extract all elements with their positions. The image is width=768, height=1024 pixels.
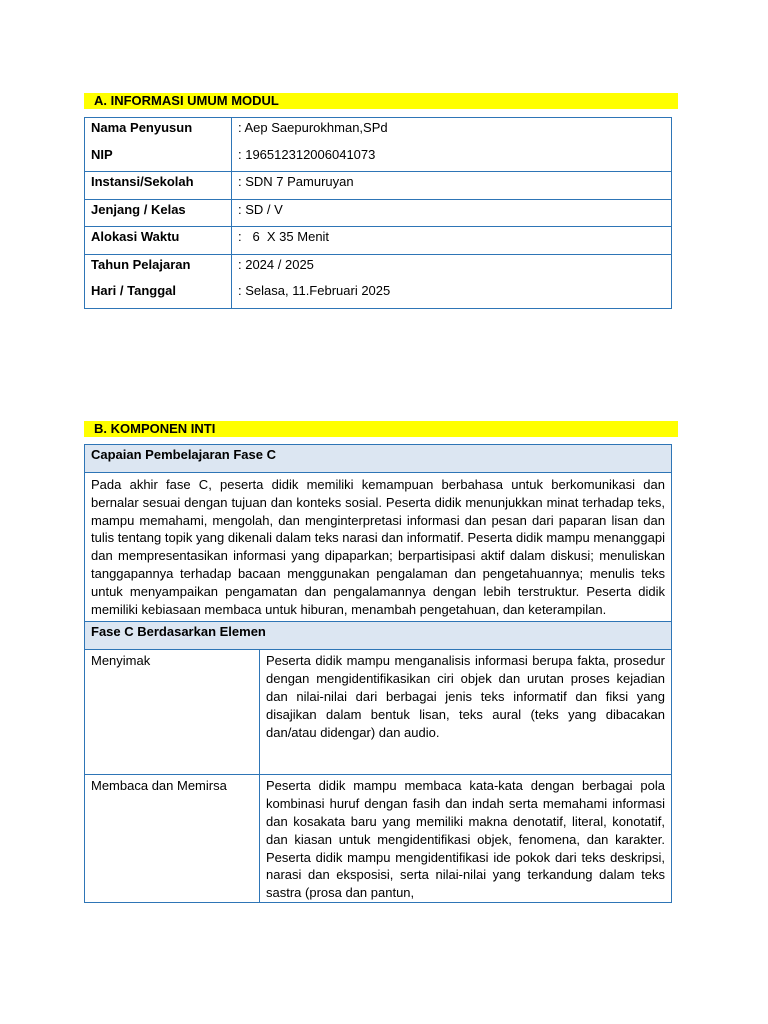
section-b-heading: B. KOMPONEN INTI <box>84 421 678 437</box>
elemen-desc-menyimak: Peserta didik mampu menganalisis informasi berupa fakta, prosedur dengan mengidentifikasikan ciri objek dan urutan proses kejadian dan nilai-nilai dari berbagai jenis teks informatif dan fiksi yang disajikan dalam bentuk lisan, teks aural (teks yang dibacakan dan/atau didengar) dan audio. <box>260 650 672 775</box>
value-hari: : Selasa, 11.Februari 2025 <box>238 283 391 298</box>
table-row <box>85 775 672 903</box>
info-value-cell <box>232 118 672 172</box>
table-row <box>85 199 672 227</box>
info-label-cell <box>85 254 232 308</box>
capaian-title: Capaian Pembelajaran Fase C <box>85 445 672 473</box>
value-nama-penyusun: : Aep Saepurokhman,SPd <box>238 120 388 135</box>
label-tahun: Tahun Pelajaran <box>91 256 191 272</box>
label-hari: Hari / Tanggal <box>91 283 176 298</box>
capaian-text: Pada akhir fase C, peserta didik memiliki kemampuan berbahasa untuk berkomunikasi dan bernalar sesuai dengan tujuan dan konteks sosial. Peserta didik menunjukkan minat terhadap teks, mampu memahami, mengolah, dan menginterpretasi informasi dan pesan dari paparan lisan dan tulis tentang topik yang dikenali dalam teks narasi dan informatif. Peserta didik mampu menanggapi dan mempresentasikan informasi yang dipaparkan; berpartisipasi aktif dalam diskusi; menuliskan tanggapannya terhadap bacaan menggunakan pengalaman dan pengetahuannya; menulis teks untuk menyampaikan pengamatan dan pengalamannya dengan lebih terstruktur. Peserta didik memiliki kebiasaan membaca untuk hiburan, menambah pengetahuan, dan keterampilan. <box>85 473 672 622</box>
table-row <box>85 172 672 200</box>
table-row <box>85 473 672 622</box>
value-tahun: : 2024 / 2025 <box>238 256 314 272</box>
module-info-table <box>84 117 672 309</box>
value-alokasi: : 6 X 35 Menit <box>238 229 330 244</box>
elemen-title: Fase C Berdasarkan Elemen <box>85 622 672 650</box>
label-jenjang: Jenjang / Kelas <box>91 201 186 217</box>
label-nip: NIP <box>91 146 113 162</box>
info-label-cell <box>85 199 232 227</box>
table-row <box>85 227 672 255</box>
info-label-cell <box>85 172 232 200</box>
info-label-cell <box>85 118 232 172</box>
label-instansi: Instansi/Sekolah <box>91 174 194 189</box>
info-value-cell <box>232 227 672 255</box>
value-instansi: : SDN 7 Pamuruyan <box>238 174 354 189</box>
elemen-name-menyimak: Menyimak <box>85 650 260 775</box>
label-alokasi: Alokasi Waktu <box>91 229 180 244</box>
info-value-cell <box>232 199 672 227</box>
table-row <box>85 622 672 650</box>
info-value-cell <box>232 254 672 308</box>
info-label-cell <box>85 227 232 255</box>
core-component-table <box>84 444 672 903</box>
table-row <box>85 254 672 308</box>
elemen-desc-membaca: Peserta didik mampu membaca kata-kata dengan berbagai pola kombinasi huruf dengan fasih dan indah serta memahami informasi dan kosakata baru yang memiliki makna denotatif, literal, konotatif, dan kiasan untuk mengidentifikasi objek, fenomena, dan karakter. Peserta didik mampu mengidentifikasi ide pokok dari teks deskripsi, narasi dan eksposisi, serta nilai-nilai yang terkandung dalam teks sastra (prosa dan pantun, <box>260 775 672 903</box>
value-jenjang: : SD / V <box>238 201 283 217</box>
table-row <box>85 118 672 172</box>
elemen-name-membaca: Membaca dan Memirsa <box>85 775 260 903</box>
table-row <box>85 650 672 775</box>
table-row <box>85 445 672 473</box>
label-nama-penyusun: Nama Penyusun <box>91 120 193 135</box>
value-nip: : 196512312006041073 <box>238 146 376 162</box>
info-value-cell <box>232 172 672 200</box>
section-a-heading: A. INFORMASI UMUM MODUL <box>84 93 678 109</box>
